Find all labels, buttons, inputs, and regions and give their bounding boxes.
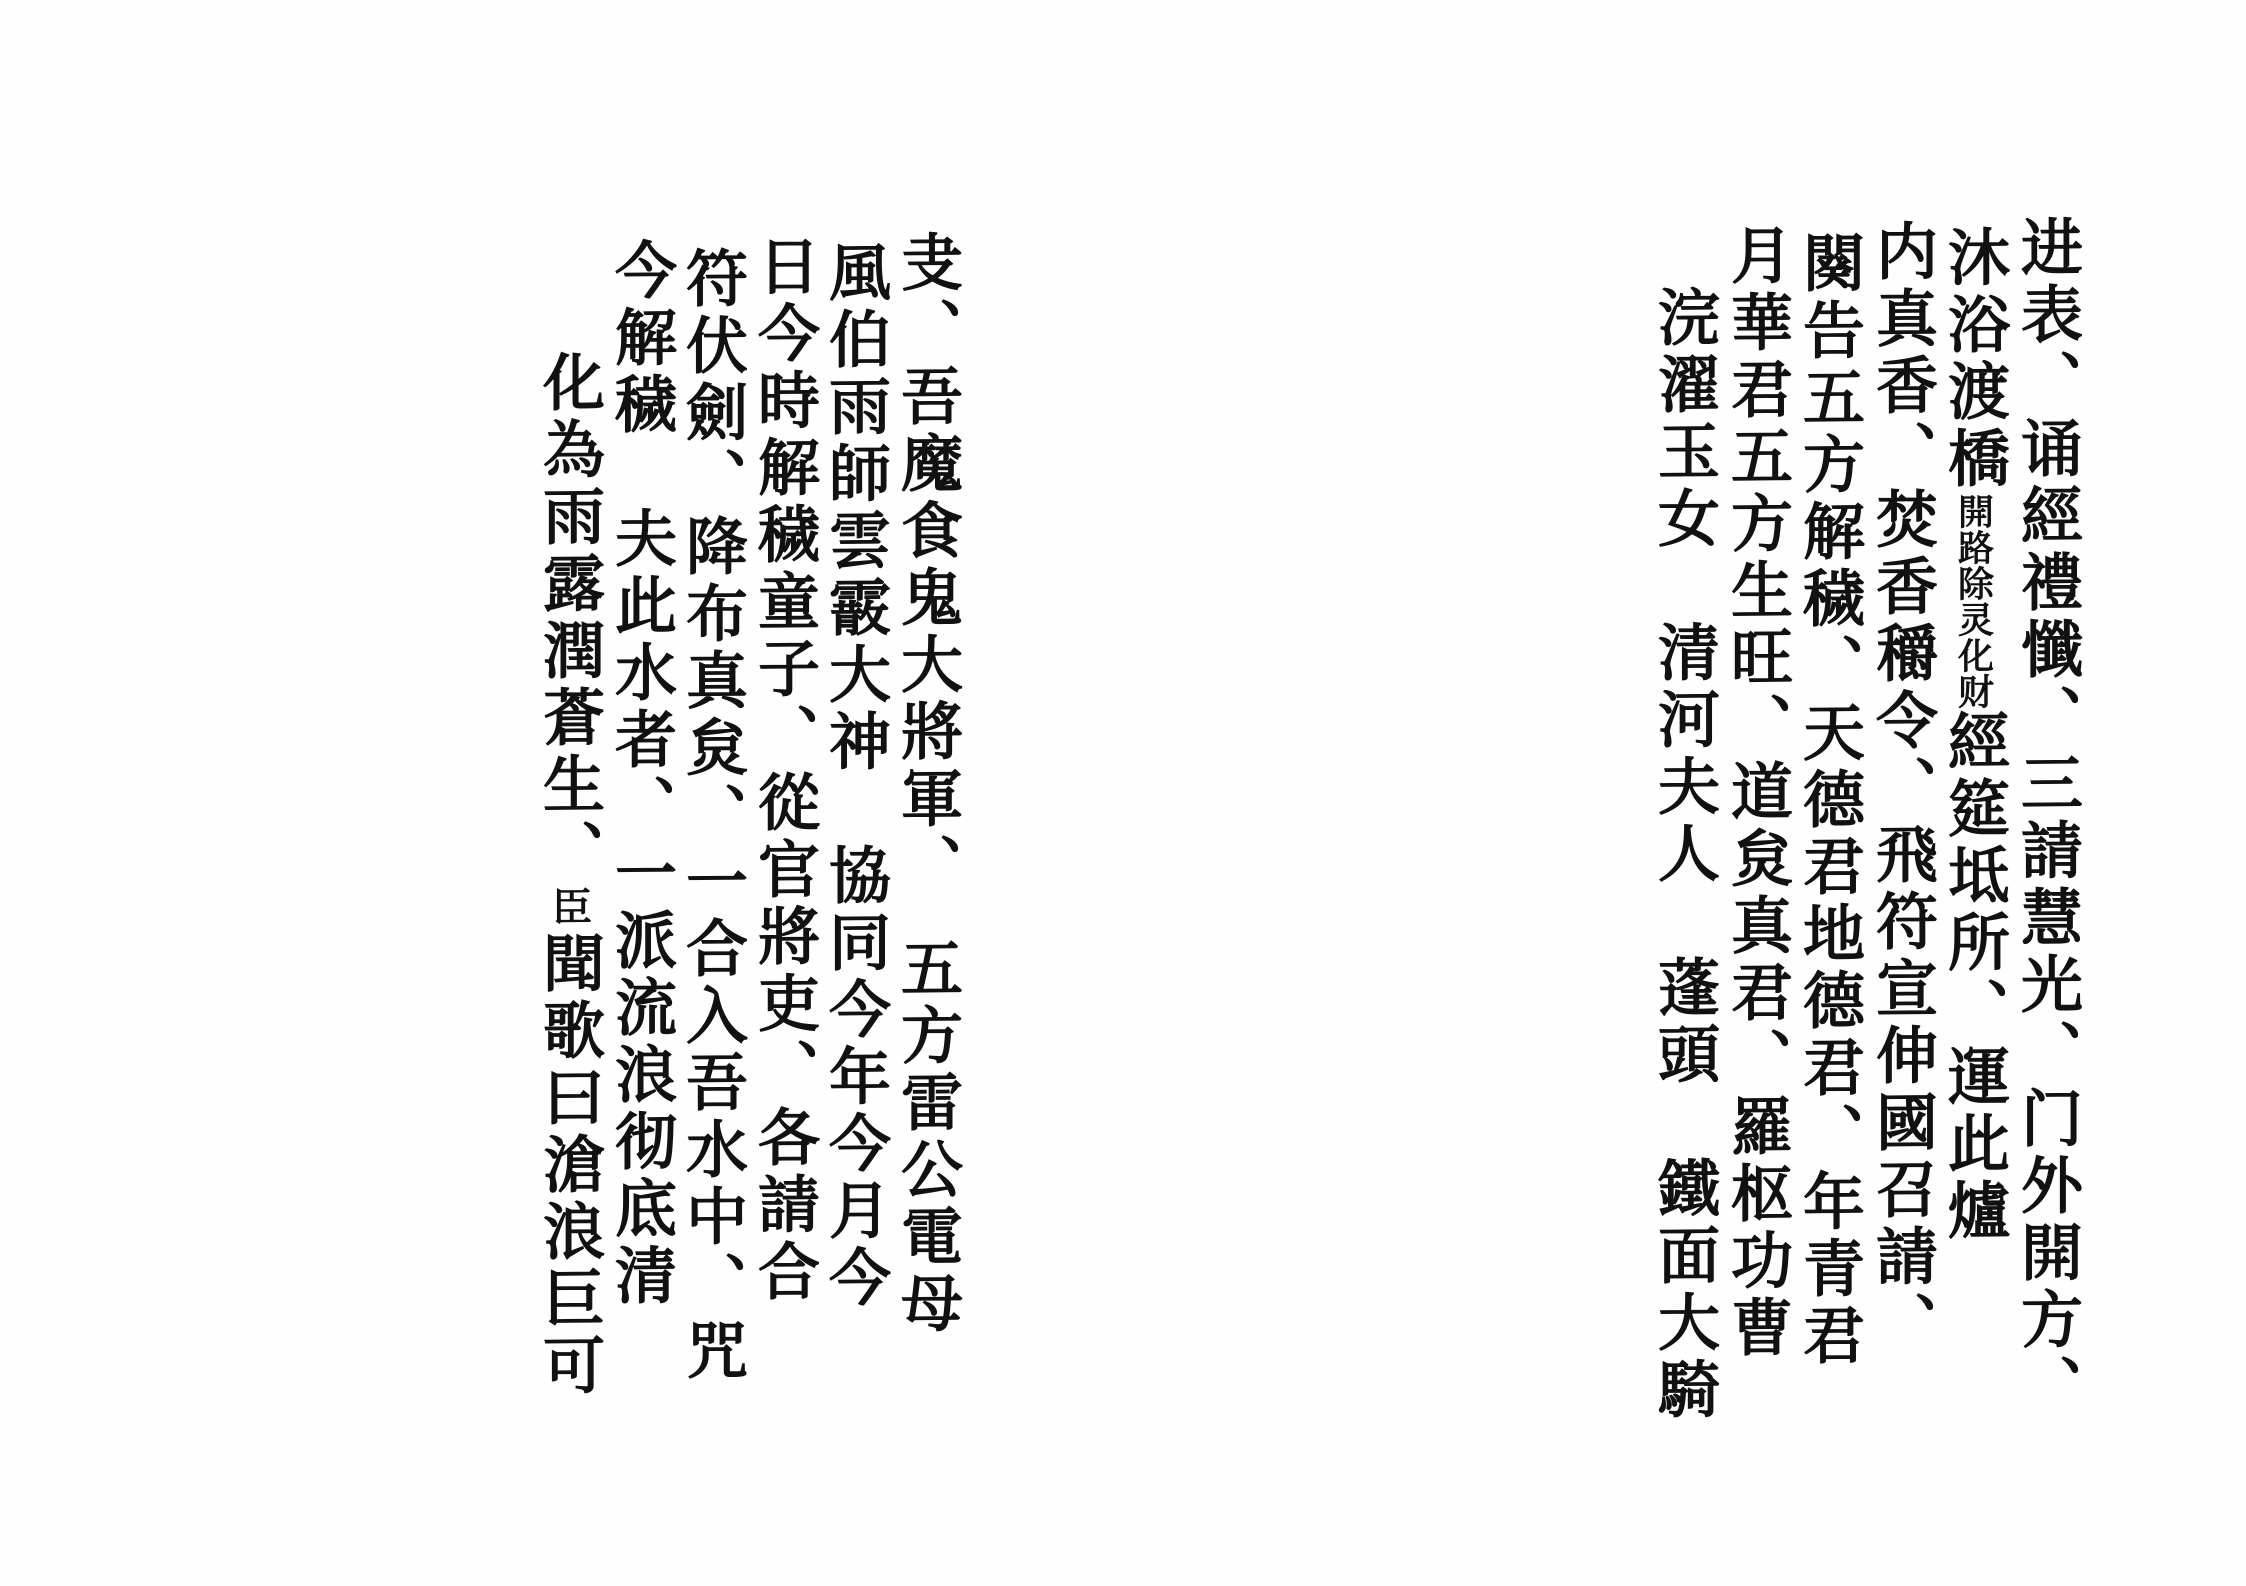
- column-text: 今解穢 夫此水者、一派流浪彻底清: [604, 237, 678, 1311]
- column-text: 叏、吾魔食鬼大將軍、 五方雷公電母: [890, 229, 963, 1339]
- right-leaf-columns: [1238, 214, 2083, 1505]
- column-text: 符伏劍、降布真炱、一合入吾水中、咒: [675, 245, 749, 1386]
- text-column: [890, 229, 963, 1339]
- text-column: [2010, 214, 2083, 1422]
- text-column: [818, 230, 892, 1313]
- column-text: 浣濯玉女 清河夫人 蓬頭 鐵面大騎: [1647, 284, 1721, 1425]
- interlinear-note: 開路除灵化财: [1952, 492, 1995, 710]
- column-text: 沐浴渡橋: [1937, 224, 2011, 494]
- column-text: 进表、诵經禮懺、三請慧光、门外開方、: [2010, 214, 2083, 1422]
- column-text-tail: 經筵坻所、運此爐: [1937, 708, 2011, 1246]
- text-column: [675, 230, 749, 1386]
- column-text: 内真香、焚香穱令、飛符宣伸國召請、: [1865, 218, 1939, 1359]
- column-text-tail: 聞歌曰滄浪巨可: [532, 930, 606, 1401]
- text-column: [1937, 215, 2011, 1246]
- text-column: [747, 230, 821, 1307]
- text-column: [1720, 215, 1794, 1363]
- text-column: [1792, 215, 1866, 1371]
- text-column: [604, 230, 678, 1311]
- column-text: 化為雨露潤蒼生、: [532, 349, 606, 887]
- text-column: [532, 230, 606, 1401]
- column-text: 月華君五方生旺、道炱真君、羅枢功曹: [1720, 222, 1794, 1363]
- column-text: 風伯雨師雲霰大神 協同今年今月今: [818, 239, 892, 1313]
- column-text: 日今時解穢童子、從官將吏、各請合: [747, 233, 821, 1307]
- left-leaf-columns: [108, 229, 963, 1520]
- column-text: 闋告五方解穢、天德君地德君、年青君: [1792, 230, 1866, 1371]
- page-gutter: [1068, 0, 1238, 10]
- text-column: [1865, 215, 1939, 1359]
- left-leaf: [108, 0, 1068, 1586]
- right-leaf: [1238, 0, 2138, 1586]
- signature-mark: 臣: [545, 885, 593, 932]
- text-column: [1647, 215, 1721, 1425]
